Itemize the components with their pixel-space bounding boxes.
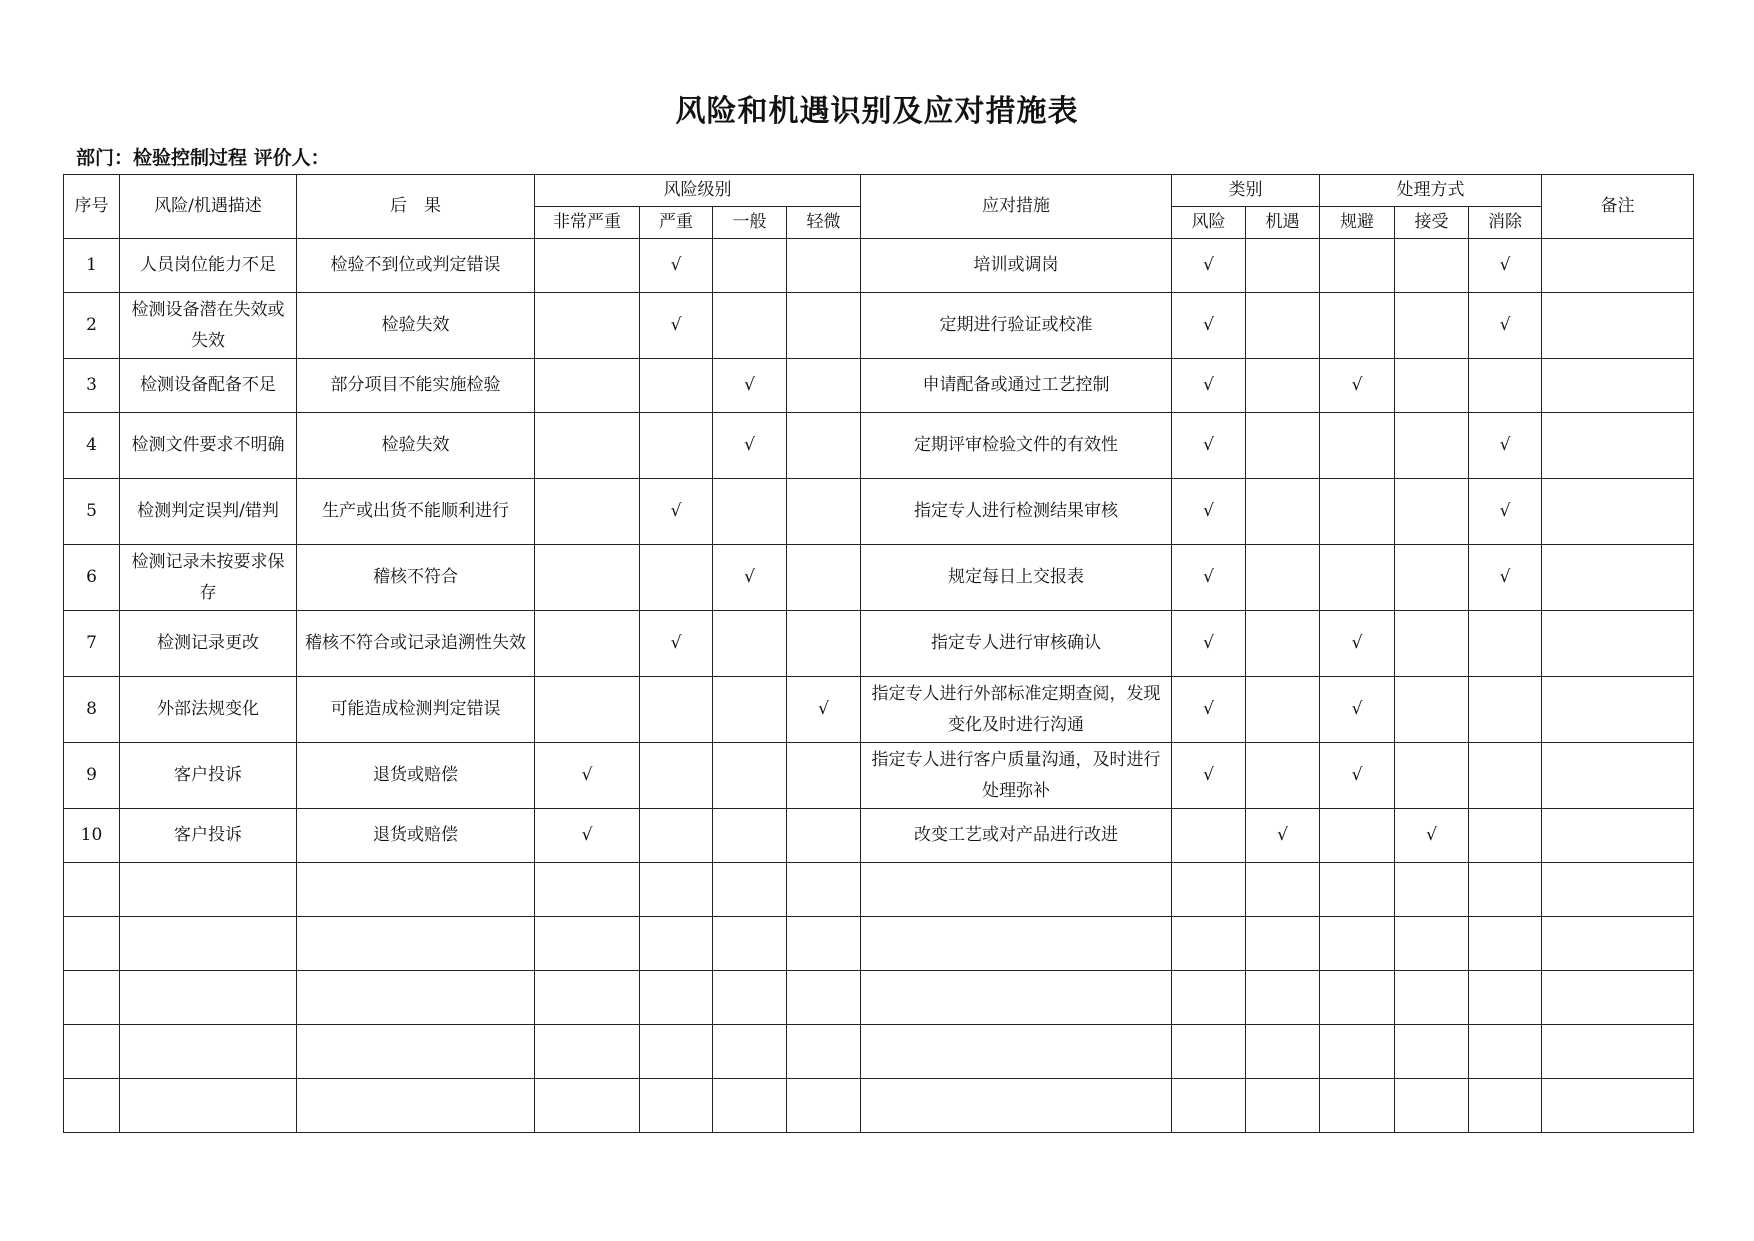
empty-cell xyxy=(64,917,120,971)
empty-cell xyxy=(1469,863,1542,917)
severe-cell: √ xyxy=(640,611,713,677)
empty-table-row xyxy=(64,1025,1694,1079)
risk-opportunity-table xyxy=(63,174,1694,1133)
consequence-cell: 退货或赔偿 xyxy=(297,809,535,863)
empty-cell xyxy=(535,1079,640,1133)
minor-cell xyxy=(787,809,861,863)
empty-cell xyxy=(1469,1025,1542,1079)
empty-cell xyxy=(64,1025,120,1079)
table-row xyxy=(64,809,1694,863)
header-consequence: 后 果 xyxy=(297,175,535,239)
description-cell: 客户投诉 xyxy=(120,809,297,863)
empty-cell xyxy=(64,971,120,1025)
empty-cell xyxy=(1395,917,1469,971)
remarks-cell xyxy=(1542,611,1694,677)
header-category: 类别 xyxy=(1172,175,1320,207)
eliminate-cell xyxy=(1469,677,1542,743)
general-cell xyxy=(713,809,787,863)
remarks-cell xyxy=(1542,809,1694,863)
header-severe: 严重 xyxy=(640,207,713,239)
header-risk-level: 风险级别 xyxy=(535,175,861,207)
empty-cell xyxy=(1320,971,1395,1025)
empty-cell xyxy=(1320,1025,1395,1079)
measures-cell: 指定专人进行检测结果审核 xyxy=(861,479,1172,545)
opportunity-cell xyxy=(1246,293,1320,359)
empty-cell xyxy=(297,1025,535,1079)
table-row xyxy=(64,239,1694,293)
empty-cell xyxy=(861,1079,1172,1133)
table-row xyxy=(64,611,1694,677)
empty-cell xyxy=(1246,917,1320,971)
table-row xyxy=(64,479,1694,545)
empty-cell xyxy=(787,1025,861,1079)
general-cell xyxy=(713,611,787,677)
empty-cell xyxy=(1395,971,1469,1025)
risk-cell: √ xyxy=(1172,293,1246,359)
empty-cell xyxy=(120,971,297,1025)
empty-cell xyxy=(1542,1025,1694,1079)
accept-cell xyxy=(1395,239,1469,293)
accept-cell xyxy=(1395,293,1469,359)
remarks-cell xyxy=(1542,677,1694,743)
opportunity-cell xyxy=(1246,743,1320,809)
severe-cell xyxy=(640,413,713,479)
empty-cell xyxy=(120,1025,297,1079)
empty-cell xyxy=(120,917,297,971)
header-general: 一般 xyxy=(713,207,787,239)
eliminate-cell xyxy=(1469,611,1542,677)
accept-cell xyxy=(1395,677,1469,743)
minor-cell xyxy=(787,413,861,479)
risk-cell: √ xyxy=(1172,239,1246,293)
consequence-cell: 稽核不符合或记录追溯性失效 xyxy=(297,611,535,677)
accept-cell xyxy=(1395,359,1469,413)
avoid-cell: √ xyxy=(1320,611,1395,677)
empty-cell xyxy=(1172,863,1246,917)
minor-cell xyxy=(787,545,861,611)
general-cell: √ xyxy=(713,413,787,479)
empty-cell xyxy=(1172,917,1246,971)
accept-cell xyxy=(1395,611,1469,677)
empty-cell xyxy=(1542,863,1694,917)
empty-table-row xyxy=(64,971,1694,1025)
table-row xyxy=(64,293,1694,359)
empty-cell xyxy=(640,1025,713,1079)
measures-cell: 定期评审检验文件的有效性 xyxy=(861,413,1172,479)
seq-cell: 4 xyxy=(64,413,120,479)
description-cell: 外部法规变化 xyxy=(120,677,297,743)
accept-cell xyxy=(1395,479,1469,545)
seq-cell: 5 xyxy=(64,479,120,545)
department-evaluator-line: 部门：检验控制过程 评价人： xyxy=(76,147,330,169)
eliminate-cell xyxy=(1469,743,1542,809)
description-cell: 检测记录更改 xyxy=(120,611,297,677)
minor-cell xyxy=(787,743,861,809)
empty-table-row xyxy=(64,863,1694,917)
empty-cell xyxy=(297,971,535,1025)
table-row xyxy=(64,743,1694,809)
empty-cell xyxy=(64,863,120,917)
general-cell xyxy=(713,293,787,359)
empty-cell xyxy=(1172,971,1246,1025)
header-minor: 轻微 xyxy=(787,207,861,239)
general-cell: √ xyxy=(713,359,787,413)
general-cell: √ xyxy=(713,545,787,611)
very-severe-cell xyxy=(535,677,640,743)
header-row-1 xyxy=(64,175,1694,207)
measures-cell: 培训或调岗 xyxy=(861,239,1172,293)
empty-cell xyxy=(1172,1079,1246,1133)
table-row xyxy=(64,359,1694,413)
empty-cell xyxy=(861,1025,1172,1079)
empty-cell xyxy=(713,863,787,917)
description-cell: 人员岗位能力不足 xyxy=(120,239,297,293)
empty-cell xyxy=(787,1079,861,1133)
severe-cell: √ xyxy=(640,479,713,545)
severe-cell xyxy=(640,809,713,863)
remarks-cell xyxy=(1542,743,1694,809)
seq-cell: 3 xyxy=(64,359,120,413)
empty-cell xyxy=(1246,1079,1320,1133)
empty-cell xyxy=(713,917,787,971)
empty-cell xyxy=(1542,1079,1694,1133)
empty-cell xyxy=(120,863,297,917)
seq-cell: 10 xyxy=(64,809,120,863)
empty-cell xyxy=(640,917,713,971)
empty-cell xyxy=(1246,863,1320,917)
risk-cell: √ xyxy=(1172,413,1246,479)
consequence-cell: 检验不到位或判定错误 xyxy=(297,239,535,293)
table-row xyxy=(64,413,1694,479)
consequence-cell: 检验失效 xyxy=(297,293,535,359)
eliminate-cell: √ xyxy=(1469,545,1542,611)
description-cell: 检测判定误判/错判 xyxy=(120,479,297,545)
measures-cell: 指定专人进行审核确认 xyxy=(861,611,1172,677)
eliminate-cell: √ xyxy=(1469,479,1542,545)
risk-cell xyxy=(1172,809,1246,863)
empty-cell xyxy=(861,971,1172,1025)
very-severe-cell xyxy=(535,545,640,611)
opportunity-cell xyxy=(1246,359,1320,413)
general-cell xyxy=(713,239,787,293)
avoid-cell xyxy=(1320,809,1395,863)
empty-table-row xyxy=(64,917,1694,971)
very-severe-cell: √ xyxy=(535,743,640,809)
very-severe-cell xyxy=(535,611,640,677)
seq-cell: 2 xyxy=(64,293,120,359)
avoid-cell: √ xyxy=(1320,677,1395,743)
measures-cell: 定期进行验证或校准 xyxy=(861,293,1172,359)
empty-cell xyxy=(120,1079,297,1133)
minor-cell: √ xyxy=(787,677,861,743)
risk-cell: √ xyxy=(1172,479,1246,545)
seq-cell: 6 xyxy=(64,545,120,611)
very-severe-cell xyxy=(535,479,640,545)
severe-cell xyxy=(640,677,713,743)
header-measures: 应对措施 xyxy=(861,175,1172,239)
consequence-cell: 退货或赔偿 xyxy=(297,743,535,809)
empty-cell xyxy=(1469,971,1542,1025)
eliminate-cell: √ xyxy=(1469,293,1542,359)
empty-cell xyxy=(1246,971,1320,1025)
empty-cell xyxy=(1320,917,1395,971)
remarks-cell xyxy=(1542,545,1694,611)
header-eliminate: 消除 xyxy=(1469,207,1542,239)
minor-cell xyxy=(787,359,861,413)
severe-cell: √ xyxy=(640,293,713,359)
opportunity-cell: √ xyxy=(1246,809,1320,863)
risk-cell: √ xyxy=(1172,545,1246,611)
empty-cell xyxy=(787,917,861,971)
minor-cell xyxy=(787,479,861,545)
seq-cell: 7 xyxy=(64,611,120,677)
consequence-cell: 生产或出货不能顺利进行 xyxy=(297,479,535,545)
header-opportunity: 机遇 xyxy=(1246,207,1320,239)
header-very-severe: 非常严重 xyxy=(535,207,640,239)
empty-cell xyxy=(1469,1079,1542,1133)
very-severe-cell xyxy=(535,293,640,359)
empty-cell xyxy=(713,1025,787,1079)
remarks-cell xyxy=(1542,479,1694,545)
description-cell: 客户投诉 xyxy=(120,743,297,809)
very-severe-cell xyxy=(535,239,640,293)
opportunity-cell xyxy=(1246,479,1320,545)
general-cell xyxy=(713,677,787,743)
risk-cell: √ xyxy=(1172,611,1246,677)
measures-cell: 规定每日上交报表 xyxy=(861,545,1172,611)
consequence-cell: 检验失效 xyxy=(297,413,535,479)
severe-cell xyxy=(640,359,713,413)
severe-cell xyxy=(640,743,713,809)
avoid-cell: √ xyxy=(1320,743,1395,809)
empty-cell xyxy=(787,971,861,1025)
empty-cell xyxy=(1320,1079,1395,1133)
risk-cell: √ xyxy=(1172,359,1246,413)
empty-cell xyxy=(640,971,713,1025)
empty-cell xyxy=(1395,1025,1469,1079)
remarks-cell xyxy=(1542,293,1694,359)
severe-cell: √ xyxy=(640,239,713,293)
avoid-cell xyxy=(1320,479,1395,545)
general-cell xyxy=(713,479,787,545)
opportunity-cell xyxy=(1246,611,1320,677)
empty-cell xyxy=(1542,917,1694,971)
header-accept: 接受 xyxy=(1395,207,1469,239)
table-row xyxy=(64,677,1694,743)
opportunity-cell xyxy=(1246,545,1320,611)
avoid-cell xyxy=(1320,413,1395,479)
measures-cell: 申请配备或通过工艺控制 xyxy=(861,359,1172,413)
empty-cell xyxy=(297,917,535,971)
header-remarks: 备注 xyxy=(1542,175,1694,239)
empty-cell xyxy=(787,863,861,917)
empty-cell xyxy=(1395,863,1469,917)
empty-cell xyxy=(861,917,1172,971)
empty-cell xyxy=(535,971,640,1025)
document-title: 风险和机遇识别及应对措施表 xyxy=(675,94,1079,129)
empty-cell xyxy=(640,863,713,917)
empty-cell xyxy=(297,1079,535,1133)
empty-cell xyxy=(1469,917,1542,971)
avoid-cell xyxy=(1320,239,1395,293)
general-cell xyxy=(713,743,787,809)
eliminate-cell xyxy=(1469,809,1542,863)
very-severe-cell xyxy=(535,359,640,413)
avoid-cell: √ xyxy=(1320,359,1395,413)
consequence-cell: 稽核不符合 xyxy=(297,545,535,611)
very-severe-cell xyxy=(535,413,640,479)
seq-cell: 8 xyxy=(64,677,120,743)
remarks-cell xyxy=(1542,239,1694,293)
accept-cell xyxy=(1395,743,1469,809)
risk-cell: √ xyxy=(1172,677,1246,743)
description-cell: 检测记录未按要求保存 xyxy=(120,545,297,611)
accept-cell: √ xyxy=(1395,809,1469,863)
eliminate-cell: √ xyxy=(1469,239,1542,293)
description-cell: 检测文件要求不明确 xyxy=(120,413,297,479)
opportunity-cell xyxy=(1246,239,1320,293)
table-body xyxy=(64,239,1694,1133)
empty-cell xyxy=(535,1025,640,1079)
opportunity-cell xyxy=(1246,677,1320,743)
empty-cell xyxy=(861,863,1172,917)
empty-table-row xyxy=(64,1079,1694,1133)
risk-cell: √ xyxy=(1172,743,1246,809)
minor-cell xyxy=(787,293,861,359)
accept-cell xyxy=(1395,545,1469,611)
measures-cell: 指定专人进行外部标准定期查阅，发现变化及时进行沟通 xyxy=(861,677,1172,743)
empty-cell xyxy=(1542,971,1694,1025)
eliminate-cell xyxy=(1469,359,1542,413)
avoid-cell xyxy=(1320,545,1395,611)
empty-cell xyxy=(64,1079,120,1133)
minor-cell xyxy=(787,611,861,677)
empty-cell xyxy=(1172,1025,1246,1079)
table-row xyxy=(64,545,1694,611)
remarks-cell xyxy=(1542,413,1694,479)
consequence-cell: 可能造成检测判定错误 xyxy=(297,677,535,743)
empty-cell xyxy=(535,863,640,917)
measures-cell: 改变工艺或对产品进行改进 xyxy=(861,809,1172,863)
description-cell: 检测设备潜在失效或失效 xyxy=(120,293,297,359)
very-severe-cell: √ xyxy=(535,809,640,863)
seq-cell: 9 xyxy=(64,743,120,809)
description-cell: 检测设备配备不足 xyxy=(120,359,297,413)
empty-cell xyxy=(1395,1079,1469,1133)
empty-cell xyxy=(640,1079,713,1133)
header-seq: 序号 xyxy=(64,175,120,239)
consequence-cell: 部分项目不能实施检验 xyxy=(297,359,535,413)
empty-cell xyxy=(1246,1025,1320,1079)
header-risk: 风险 xyxy=(1172,207,1246,239)
severe-cell xyxy=(640,545,713,611)
accept-cell xyxy=(1395,413,1469,479)
empty-cell xyxy=(297,863,535,917)
remarks-cell xyxy=(1542,359,1694,413)
empty-cell xyxy=(713,971,787,1025)
empty-cell xyxy=(713,1079,787,1133)
minor-cell xyxy=(787,239,861,293)
opportunity-cell xyxy=(1246,413,1320,479)
avoid-cell xyxy=(1320,293,1395,359)
eliminate-cell: √ xyxy=(1469,413,1542,479)
measures-cell: 指定专人进行客户质量沟通，及时进行处理弥补 xyxy=(861,743,1172,809)
header-description: 风险/机遇描述 xyxy=(120,175,297,239)
header-avoid: 规避 xyxy=(1320,207,1395,239)
seq-cell: 1 xyxy=(64,239,120,293)
empty-cell xyxy=(1320,863,1395,917)
header-handling: 处理方式 xyxy=(1320,175,1542,207)
empty-cell xyxy=(535,917,640,971)
